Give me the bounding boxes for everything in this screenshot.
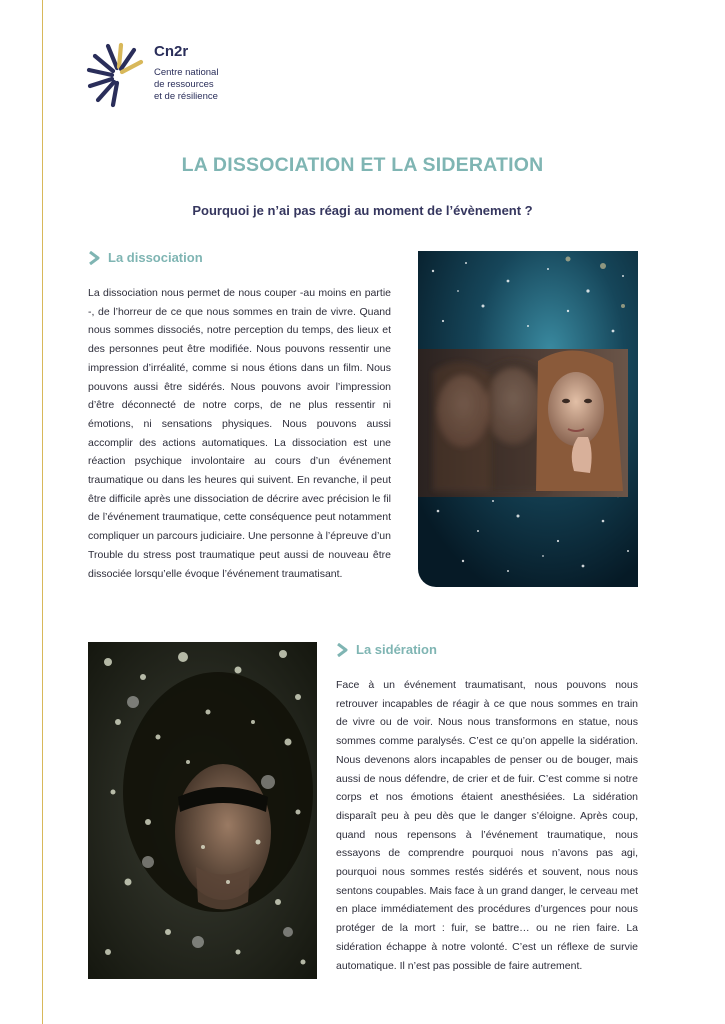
section-title: La sidération bbox=[356, 642, 437, 657]
dissociation-text: La dissociation nous permet de nous couper -au moins en partie -, de l’horreur de ce que nous sommes en train de vivre. Quand nous sommes dissociés, notre perception du temps, des lieux et des personnes peut être modifiée. Nous pouvons ressentir une impression d’irréalité, comme si nous étions dans un film. Nous pouvons aussi être sidérés. Nous pouvons avoir l’impression d’être déconnecté de notre corps, de ne plus ressentir ni émotions, ni sensations physiques. Nous pouvons aussi accomplir des actions automatiques. La dissociation est une réaction psychique involontaire au cours d’un événement traumatique ou dans les heures qui suivent. En revanche, il peut être difficile après une dissociation de décrire avec précision le fil de l’événement traumatique, cette conséquence peut notamment compliquer un parcours judiciaire. Une personne à l’épreuve d’un Trouble du stress post traumatique peut aussi de nouveau être dissociée lorsqu’elle évoque l’événement traumatisant. bbox=[88, 287, 391, 580]
logo-name: Cn2r bbox=[154, 43, 189, 60]
logo-line-3: et de résilience bbox=[154, 91, 218, 102]
logo-line-1: Centre national bbox=[154, 67, 219, 78]
page-title: LA DISSOCIATION ET LA SIDERATION bbox=[181, 154, 544, 176]
sideration-text: Face à un événement traumatisant, nous pouvons nous retrouver incapables de réagir à ce que nous sommes en train de vivre ou de voir. Nous nous transformons en statue, nous sommes comme paralysés. C’est ce qu’on appelle la sidération. Nous devenons alors incapables de penser ou de bouger, mais aussi de nous défendre, de crier et de fuir. C’est comme si notre corps et nos émotions étaient anesthésiées. La sidération disparaît peu à peu dès que le danger s’éloigne. Après coup, quand nous repensons à l’événement traumatique, nous essayons de comprendre pourquoi nous n’avons pas agi, pourquoi nous sommes restés sidérés et souvent, nous nous sentons coupables. Mais face à un grand danger, le cerveau met en place immédiatement des procédures d’urgences pour nous protéger de la mort : fuir, se battre… ou ne rien faire. La sidération échappe à notre volonté. C’est un réflexe de survie automatique. Il n’est pas possible de faire autrement. bbox=[336, 679, 638, 972]
cn2r-logo bbox=[86, 42, 246, 112]
chevron-right-icon bbox=[336, 643, 348, 657]
logo-burst-icon bbox=[86, 42, 148, 108]
dissociation-image bbox=[418, 251, 638, 587]
section-heading-sideration bbox=[336, 642, 437, 657]
section-title: La dissociation bbox=[108, 250, 203, 265]
section-heading-dissociation bbox=[88, 250, 203, 265]
logo-line-2: de ressources bbox=[154, 79, 214, 90]
sideration-image bbox=[88, 642, 317, 979]
chevron-right-icon bbox=[88, 251, 100, 265]
page-subtitle: Pourquoi je n’ai pas réagi au moment de l’évènement ? bbox=[192, 203, 533, 218]
